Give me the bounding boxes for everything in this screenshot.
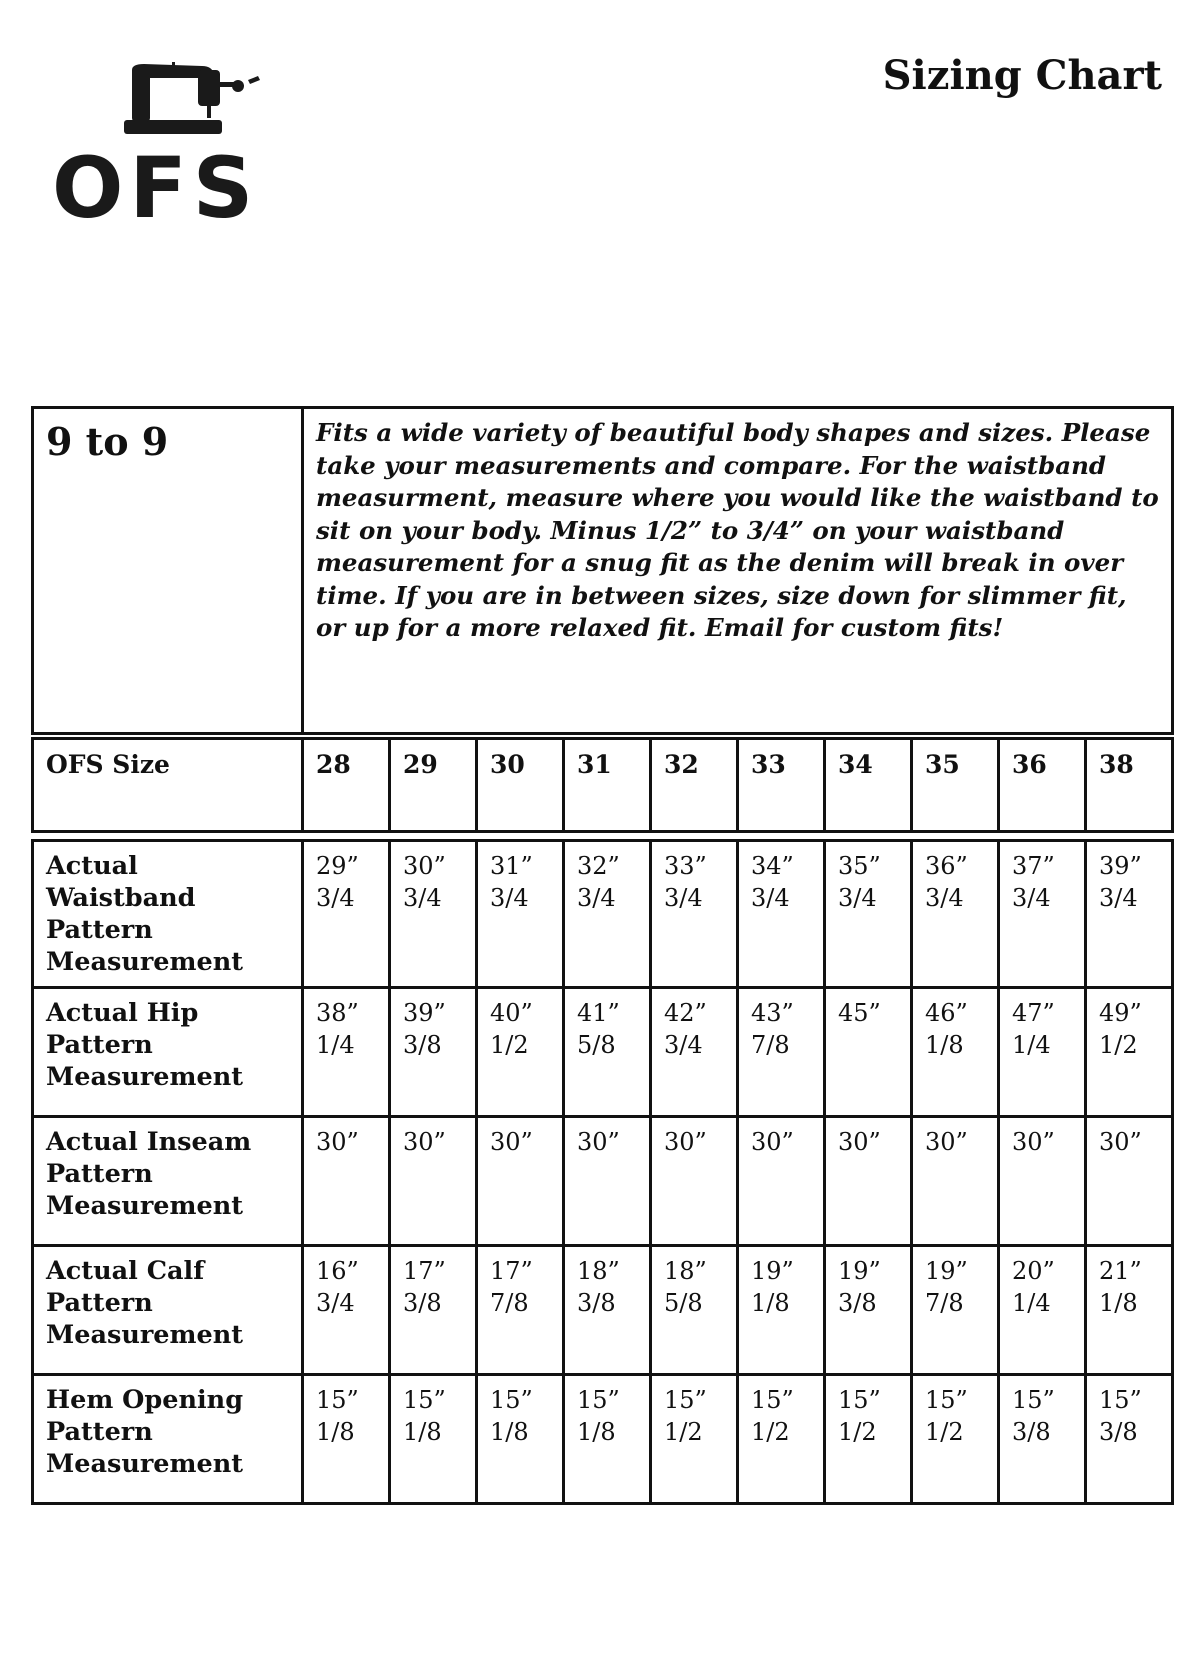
measurement-inches: 39”: [1099, 852, 1142, 880]
measurement-cell: [912, 1246, 999, 1375]
size-row: [33, 739, 1173, 832]
measurement-inches: 39”: [403, 999, 446, 1027]
size-cell: 30: [477, 739, 564, 832]
measurement-fraction: 1/4: [1012, 1031, 1051, 1059]
size-cell: 38: [1086, 739, 1173, 832]
measurement-inches: 15”: [838, 1386, 881, 1414]
measurement-row: [33, 1117, 1173, 1246]
measurement-inches: 30”: [751, 1128, 794, 1156]
measurement-cell: [477, 1246, 564, 1375]
measurement-inches: 15”: [751, 1386, 794, 1414]
measurement-inches: 30”: [490, 1128, 533, 1156]
measurement-fraction: 1/2: [925, 1418, 964, 1446]
measurement-row: [33, 1375, 1173, 1504]
measurement-inches: 36”: [925, 852, 968, 880]
measurement-cell: [999, 841, 1086, 988]
measurement-cell: [999, 1375, 1086, 1504]
measurement-inches: 18”: [664, 1257, 707, 1285]
measurement-inches: 30”: [838, 1128, 881, 1156]
measurement-fraction: 3/4: [925, 884, 964, 912]
measurement-inches: 31”: [490, 852, 533, 880]
measurement-fraction: 3/4: [751, 884, 790, 912]
measurement-inches: 41”: [577, 999, 620, 1027]
model-description: Fits a wide variety of beautiful body shapes and sizes. Please take your measurements and compare. For the waistband measurment, measure where you would like the waistband to sit on your body. Minus 1/2” to 3/4” on your waistband measurement for a snug fit as the denim will break in over time. If you are in between sizes, size down for slimmer fit, or up for a more relaxed fit. Email for custom fits!: [303, 408, 1173, 734]
measurement-cell: [651, 1117, 738, 1246]
measurement-fraction: 1/8: [316, 1418, 355, 1446]
measurement-inches: 30”: [664, 1128, 707, 1156]
measurement-cell: [564, 988, 651, 1117]
measurement-fraction: 1/2: [751, 1418, 790, 1446]
measurement-fraction: 1/8: [577, 1418, 616, 1446]
measurement-cell: [825, 1117, 912, 1246]
measurement-fraction: 1/8: [925, 1031, 964, 1059]
measurement-fraction: 1/2: [838, 1418, 877, 1446]
measurement-fraction: 3/4: [838, 884, 877, 912]
measurement-fraction: 1/8: [490, 1418, 529, 1446]
measurement-cell: [564, 1375, 651, 1504]
measurement-fraction: 3/8: [838, 1289, 877, 1317]
measurement-inches: 15”: [1012, 1386, 1055, 1414]
size-cell: 34: [825, 739, 912, 832]
measurement-fraction: 1/4: [1012, 1289, 1051, 1317]
measurement-cell: [303, 1375, 390, 1504]
measurement-cell: [738, 1117, 825, 1246]
measurement-label: Hem Opening Pattern Measurement: [33, 1375, 303, 1504]
measurement-cell: [912, 1375, 999, 1504]
measurement-cell: [651, 988, 738, 1117]
model-name: 9 to 9: [33, 408, 303, 734]
measurement-cell: [477, 988, 564, 1117]
measurement-fraction: 5/8: [664, 1289, 703, 1317]
measurement-cell: [999, 1117, 1086, 1246]
measurement-inches: 19”: [838, 1257, 881, 1285]
measurement-fraction: 1/8: [403, 1418, 442, 1446]
measurement-cell: [390, 841, 477, 988]
measurement-inches: 30”: [403, 852, 446, 880]
measurement-cell: [912, 988, 999, 1117]
measurement-inches: 15”: [925, 1386, 968, 1414]
measurement-rows: [33, 841, 1173, 1504]
measurement-inches: 18”: [577, 1257, 620, 1285]
measurement-inches: 15”: [316, 1386, 359, 1414]
measurement-inches: 30”: [316, 1128, 359, 1156]
size-row-label: OFS Size: [33, 739, 303, 832]
measurement-inches: 17”: [403, 1257, 446, 1285]
measurement-fraction: 3/8: [403, 1289, 442, 1317]
size-cell: 33: [738, 739, 825, 832]
measurement-cell: [303, 988, 390, 1117]
measurement-cell: [1086, 988, 1173, 1117]
size-cell: 29: [390, 739, 477, 832]
measurement-inches: 42”: [664, 999, 707, 1027]
measurement-fraction: 3/4: [490, 884, 529, 912]
measurement-fraction: 3/4: [1012, 884, 1051, 912]
measurement-fraction: 3/4: [664, 1031, 703, 1059]
measurement-cell: [1086, 1375, 1173, 1504]
size-table: [31, 737, 1174, 833]
measurement-cell: [912, 1117, 999, 1246]
measurement-fraction: 5/8: [577, 1031, 616, 1059]
measurement-inches: 15”: [577, 1386, 620, 1414]
size-cell: 31: [564, 739, 651, 832]
measurement-cell: [825, 988, 912, 1117]
measurement-fraction: 3/4: [316, 884, 355, 912]
size-cell: 35: [912, 739, 999, 832]
measurement-cell: [303, 841, 390, 988]
size-cell: 36: [999, 739, 1086, 832]
measurement-inches: 19”: [925, 1257, 968, 1285]
measurement-table: [31, 839, 1174, 1505]
measurement-inches: 19”: [751, 1257, 794, 1285]
measurement-fraction: 3/8: [577, 1289, 616, 1317]
measurement-cell: [390, 1375, 477, 1504]
measurement-inches: 43”: [751, 999, 794, 1027]
measurement-cell: [1086, 841, 1173, 988]
measurement-cell: [564, 1246, 651, 1375]
measurement-inches: 30”: [1099, 1128, 1142, 1156]
measurement-cell: [651, 841, 738, 988]
measurement-label: Actual Hip Pattern Measurement: [33, 988, 303, 1117]
measurement-label: Actual Inseam Pattern Measurement: [33, 1117, 303, 1246]
measurement-fraction: 3/8: [1012, 1418, 1051, 1446]
measurement-fraction: 3/8: [1099, 1418, 1138, 1446]
measurement-inches: 15”: [1099, 1386, 1142, 1414]
measurement-fraction: 7/8: [925, 1289, 964, 1317]
measurement-inches: 37”: [1012, 852, 1055, 880]
measurement-inches: 35”: [838, 852, 881, 880]
measurement-cell: [390, 1246, 477, 1375]
brand-wordmark: OFS: [52, 139, 260, 237]
measurement-inches: 21”: [1099, 1257, 1142, 1285]
measurement-fraction: 3/4: [664, 884, 703, 912]
measurement-inches: 47”: [1012, 999, 1055, 1027]
measurement-fraction: 3/8: [403, 1031, 442, 1059]
measurement-inches: 45”: [838, 999, 881, 1027]
measurement-inches: 15”: [664, 1386, 707, 1414]
measurement-inches: 16”: [316, 1257, 359, 1285]
size-cell: 28: [303, 739, 390, 832]
measurement-fraction: 3/4: [403, 884, 442, 912]
measurement-fraction: 1/8: [1099, 1289, 1138, 1317]
measurement-fraction: 7/8: [751, 1031, 790, 1059]
measurement-inches: 30”: [403, 1128, 446, 1156]
measurement-label: Actual Calf Pattern Measurement: [33, 1246, 303, 1375]
measurement-cell: [999, 988, 1086, 1117]
measurement-inches: 29”: [316, 852, 359, 880]
measurement-cell: [303, 1246, 390, 1375]
measurement-inches: 46”: [925, 999, 968, 1027]
measurement-inches: 33”: [664, 852, 707, 880]
measurement-cell: [825, 1246, 912, 1375]
measurement-inches: 30”: [925, 1128, 968, 1156]
measurement-fraction: 1/4: [316, 1031, 355, 1059]
measurement-inches: 34”: [751, 852, 794, 880]
measurement-cell: [477, 841, 564, 988]
measurement-cell: [303, 1117, 390, 1246]
measurement-inches: 40”: [490, 999, 533, 1027]
measurement-inches: 32”: [577, 852, 620, 880]
measurement-cell: [999, 1246, 1086, 1375]
page-title: Sizing Chart: [882, 52, 1162, 99]
measurement-cell: [564, 841, 651, 988]
measurement-inches: 15”: [490, 1386, 533, 1414]
measurement-cell: [477, 1375, 564, 1504]
measurement-cell: [651, 1375, 738, 1504]
measurement-cell: [825, 1375, 912, 1504]
measurement-cell: [1086, 1117, 1173, 1246]
measurement-cell: [825, 841, 912, 988]
measurement-inches: 30”: [577, 1128, 620, 1156]
measurement-cell: [738, 1375, 825, 1504]
measurement-cell: [738, 1246, 825, 1375]
model-row: [33, 408, 1173, 734]
measurement-cell: [564, 1117, 651, 1246]
sewing-machine-icon: [52, 62, 282, 142]
measurement-label: Actual Waistband Pattern Measurement: [33, 841, 303, 988]
measurement-inches: 38”: [316, 999, 359, 1027]
measurement-inches: 30”: [1012, 1128, 1055, 1156]
measurement-fraction: 1/2: [490, 1031, 529, 1059]
brand-logo: [52, 62, 282, 237]
measurement-cell: [651, 1246, 738, 1375]
measurement-inches: 17”: [490, 1257, 533, 1285]
measurement-inches: 20”: [1012, 1257, 1055, 1285]
measurement-row: [33, 841, 1173, 988]
measurement-cell: [390, 988, 477, 1117]
measurement-fraction: 3/4: [1099, 884, 1138, 912]
measurement-fraction: 1/8: [751, 1289, 790, 1317]
measurement-inches: 15”: [403, 1386, 446, 1414]
measurement-fraction: 3/4: [577, 884, 616, 912]
measurement-inches: 49”: [1099, 999, 1142, 1027]
measurement-fraction: 3/4: [316, 1289, 355, 1317]
measurement-cell: [912, 841, 999, 988]
measurement-cell: [1086, 1246, 1173, 1375]
measurement-fraction: 1/2: [664, 1418, 703, 1446]
size-cell: 32: [651, 739, 738, 832]
measurement-cell: [477, 1117, 564, 1246]
measurement-row: [33, 1246, 1173, 1375]
measurement-cell: [390, 1117, 477, 1246]
model-description-table: [31, 406, 1174, 735]
measurement-fraction: 1/2: [1099, 1031, 1138, 1059]
measurement-fraction: 7/8: [490, 1289, 529, 1317]
measurement-cell: [738, 841, 825, 988]
measurement-cell: [738, 988, 825, 1117]
measurement-row: [33, 988, 1173, 1117]
